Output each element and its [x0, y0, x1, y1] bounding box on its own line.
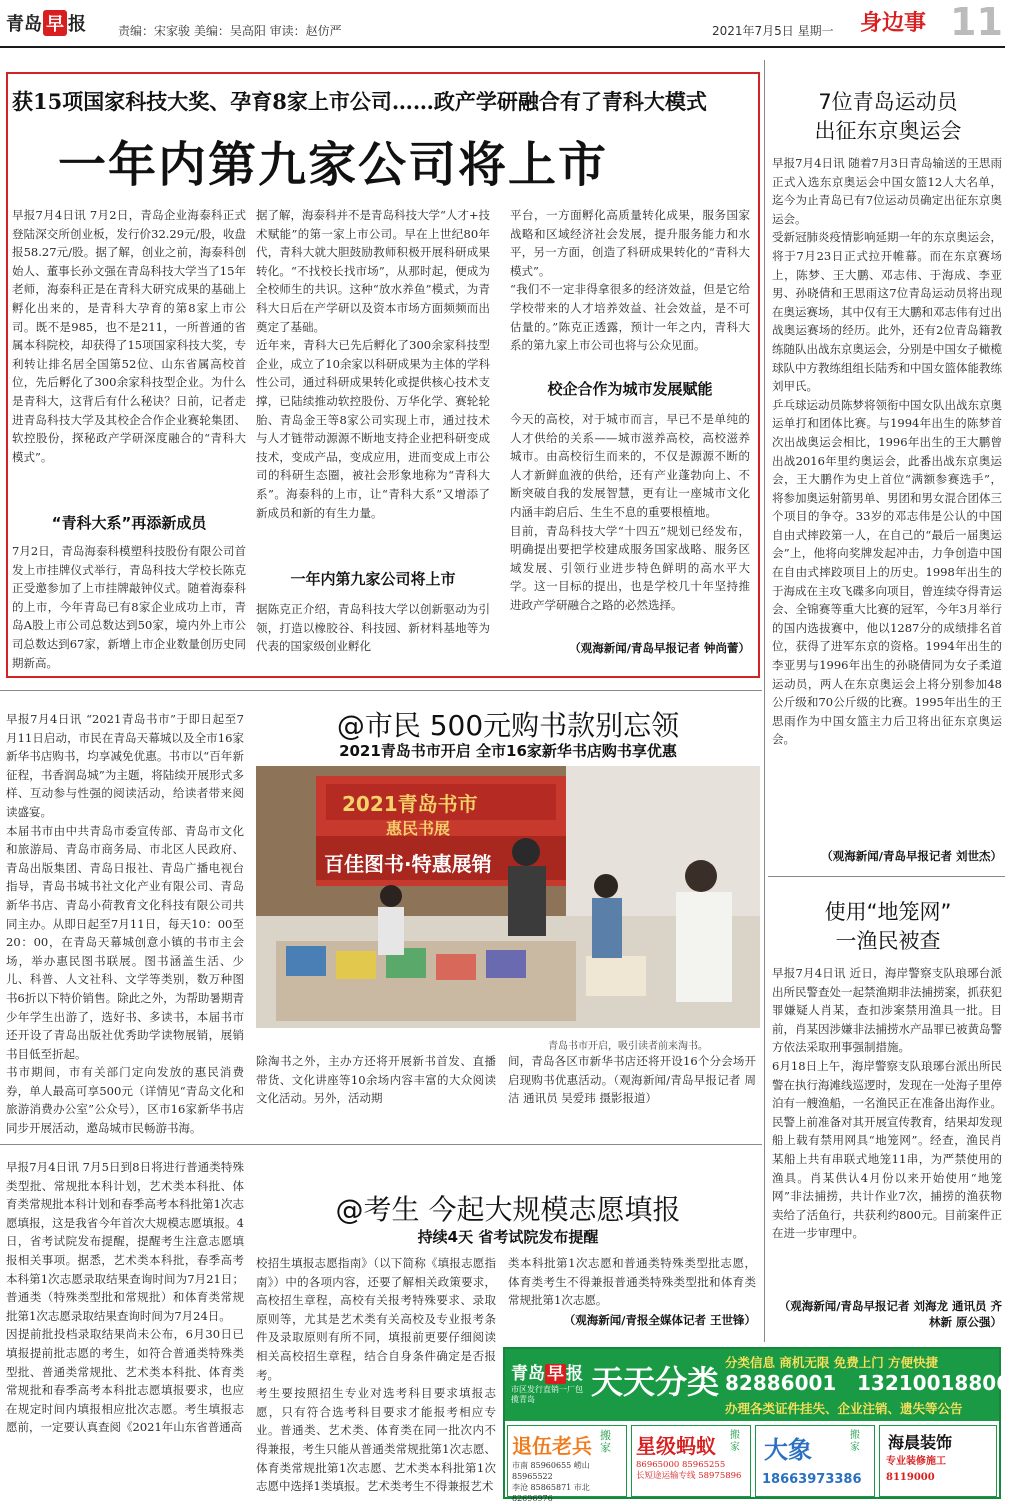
lead-subhead-2: 一年内第九家公司将上市	[290, 570, 456, 588]
olympics-body: 早报7月4日讯 随着7月3日青岛输送的王思雨正式入选东京奥运会中国女篮12人大名单，迄今为止青岛已有7位运动员确定出征东京奥运会。 受新冠肺炎疫情影响延期一年的东京奥运会，将于7月23日正式拉开帷幕。而在东京赛场上，陈梦、王大鹏、邓志伟、于海成、李亚男、孙晓倩和王思雨这7位青岛运动员将出现在奥运赛场，其中仅有王大鹏和邓志伟有过出战奥运赛场的经历。此外，还有2位青岛籍教练随队出战东京奥运会，分别是中国女子橄榄球队中方教练组组长陆秀和中国女篮体能教练刘甲氏。 乒乓球运动员陈梦将领衔中国女队出战东京奥运单打和团体比赛。与1994年出生的陈梦首次出战奥运会相比，1996年出生的王大鹏曾出战2016年里约奥运会，此番出战东京奥运会，王大鹏作为史上首位“满额参赛选手”，将参加奥运射箭男单、男团和男女混合团体三个项目的争夺。33岁的邓志伟是公认的中国自由式摔跤第一人，在自己的“最后一届奥运会”上，他将向奖牌发起冲击，力争创造中国在自由式摔跤项目上的历史。1998年出生的于海成在主攻飞碟多向项目，曾连续夺得青运会、全锦赛等重大比赛的冠军，今年3月举行的国内选拔赛中，他以1287分的成绩排名首位，获得了进军东京的资格。1994年出生的李亚男与1996年出生的孙晓倩同为女子柔道运动员，两人在东京奥运会上将分别参加48公斤级和70公斤级的比赛。1995年出生的王思雨作为中国女篮主力后卫将出征东京奥运会。	[772, 156, 1002, 747]
lead-kicker: 获15项国家科技大奖、孕育8家上市公司……政产学研融合有了青科大模式	[12, 89, 707, 114]
column-rule	[764, 60, 765, 1342]
ad-brand-sub: 市区发行直销一厂包揽青岛	[511, 1385, 583, 1404]
ad-box-4	[879, 1425, 997, 1497]
olympics-title-2: 出征东京奥运会	[814, 119, 962, 143]
ad-box-3-lines: 18663973386	[762, 1472, 862, 1487]
classified-ad	[503, 1347, 1010, 1503]
paper-name-suffix: 报	[68, 14, 86, 35]
exam-column-2: 校招生填报志愿指南》（以下简称《填报志愿指南》）中的各项内容，还要了解相关政策要求，高校招生章程，高校有关报考特殊要求、录取原则等，尤其是艺术类有关高校及专业报考条件及录取原则有所不同，填报前更要仔细阅读相关高校招生章程，结合自身条件确定是否报考。 考生要按照招生专业对选考科目要求填报志愿，只有符合选考科目要求才能报考相应专业。普通类、艺术类、体育类在同一批次内不得兼报，考生只能从普通类常规批第1次志愿、体育类常规批第1次志愿、艺术类本科批第1次志愿中选择1类填报。艺术类考生不得兼报艺术	[256, 1256, 496, 1494]
ad-brand-suffix: 报	[566, 1364, 583, 1384]
lead-column-2: 据了解，海泰科并不是青岛科技大学“人才+技术赋能”的第一家上市公司。早在上世纪80年代，青科大就大胆鼓励教师积极开展科研成果转化。“不找校长找市场”，从那时起，便成为全校师生的共识。这种“放水养鱼”模式，为青科大日后在产学研以及资本市场方面频频而出奠定了基础。 近年来，青科大已先后孵化了300余家科技型企业，成立了10余家以科研成果为主体的学科性公司，通过科研成果转化或提供核心技术支撑，已陆续推动软控股份、万华化学、赛轮轮胎、青岛金王等8家公司实现上市，通过技术与人才链带动源源不断地支持企业把科研变成技术，变成产品，变成应用，进而变成上市公司的科研生态圈，被社会形象地称为“青科大系”。海泰科的上市，让“青科大系”又增添了新成员和新的有生力量。	[256, 208, 491, 520]
exam-column-1: 早报7月4日讯 7月5日到8日将进行普通类特殊类型批、常规批本科计划，艺术类本科批、体育类常规批本科计划和春季高考本科批第1次志愿填报，这是我省今年首次大规模志愿填报。4日，省考试院发布提醒，提醒考生注意志愿填报相关事项。据悉，艺术类本科批，春季高考本科第1次志愿录取结果查询时间为7月21日；普通类（特殊类型批和常规批）和体育类常规批第1次志愿录取结果查询时间为7月24日。 因提前批投档录取结果尚未公布，6月30日已填报提前批志愿的考生，如符合普通类特殊类型批、普通类常规批、艺术类本科批、体育类常规批和春季高考本科批志愿填报要求，也应在规定时间内填报相应批次志愿。考生填报志愿前，一定要认真查阅《2021年山东省普通高	[6, 1160, 244, 1435]
paper-logo	[6, 10, 86, 36]
ad-box-2	[631, 1425, 751, 1497]
ad-phone-2: 13210018806	[857, 1371, 1010, 1395]
ad-box-1-lines: 市南 85960655 崂山 85965522 李沧 85865871 市北 82696976	[512, 1461, 590, 1503]
books-column-3: 间，青岛各区市新华书店还将开设16个分会场开启现购书优惠活动。（观海新闻/青岛早报记者 周洁 通讯员 吴爱玮 摄影报道）	[508, 1054, 756, 1106]
books-subtitle: 2021青岛书市开启 全市16家新华书店购书享优惠	[339, 742, 677, 760]
divider	[0, 1144, 762, 1145]
paper-name: 青岛	[6, 14, 42, 35]
ad-brand	[511, 1359, 583, 1384]
ad-box-2-lines: 86965000 85965255 长短途运输专线 58975896	[636, 1460, 742, 1481]
lead-column-1b: 7月2日，青岛海泰科模塑科技股份有限公司首发上市挂牌仪式举行，青岛科技大学校长陈克正受邀参加了上市挂牌敲钟仪式。随着海泰科的上市，今年青岛已有8家企业成功上市，青岛A股上市公司总数达到50家，境内外上市公司总数达到67家，新增上市企业数量创历史同期新高。	[12, 544, 246, 670]
books-column-1: 早报7月4日讯 “2021青岛书市”于即日起至7月11日启动，市民在青岛天幕城以及全市16家新华书店购书，均享减免优惠。书市以“百年新征程，书香润岛城”为主题，将陆续开展形式多样、互动参与性强的阅读活动，给读者带来阅读盛宴。 本届书市由中共青岛市委宣传部、青岛市文化和旅游局、青岛市商务局、市北区人民政府、青岛出版集团、青岛日报社、青岛广播电视台指导，青岛书城书社文化产业有限公司、青岛新华书店、青岛小荷教育文化科技有限公司共同主办。从即日起至7月11日，每天10：00至20：00，在青岛天幕城创意小镇的书市主会场，举办惠民图书联展。图书涵盖生活、少儿、科普、人文社科、文学等类别，数万种图书6折以下特价销售。除此之外，为帮助暑期青少年学生出游了，选好书、多读书，本届书市还开设了青岛出版社优秀助学读物展销，展销书目低至折起。 书市期间，市有关部门定向发放的惠民消费券，单人最高可享500元（详情见“青岛文化和旅游消费办公室”公众号），区市16家新华书店同步开展活动，邀岛城市民畅游书海。	[6, 712, 244, 1136]
divider	[0, 690, 762, 691]
ad-tags: 分类信息 商机无限 免费上门 方便快捷	[725, 1355, 939, 1370]
ad-box-4-title: 海晨装饰	[888, 1433, 953, 1452]
ad-box-2-tag: 搬家	[730, 1430, 740, 1453]
editors-credit: 责编：宋家骏 美编：吴高阳 审读：赵仿严	[118, 24, 342, 38]
ad-box-2-title: 星级蚂蚁	[636, 1434, 716, 1458]
ad-box-1	[507, 1425, 627, 1503]
section-title: 身边事	[860, 11, 927, 36]
olympics-byline: （观海新闻/青岛早报记者 刘世杰）	[821, 849, 1002, 863]
exam-column-3: 类本科批第1次志愿和普通类特殊类型批志愿，体育类考生不得兼报普通类特殊类型批和体育类常规批第1次志愿。	[508, 1256, 756, 1308]
lead-byline: （观海新闻/青岛早报记者 钟尚蕾）	[569, 641, 750, 655]
exam-subtitle: 持续4天 省考试院发布提醒	[417, 1228, 599, 1246]
bookfair-photo-illustration	[256, 766, 760, 1028]
ad-box-1-title: 退伍老兵	[512, 1434, 592, 1458]
ad-box-1-tag: 搬家	[600, 1429, 611, 1454]
books-column-2: 除淘书之外，主办方还将开展新书首发、直播带货、文化讲座等10余场内容丰富的大众阅读文化活动。另外，活动期	[256, 1054, 496, 1106]
exam-byline: （观海新闻/青报全媒体记者 王世锋）	[563, 1313, 756, 1327]
photo-banner-promo: 百佳图书·特惠展销	[324, 852, 492, 876]
divider	[768, 876, 1005, 877]
fishing-body: 早报7月4日讯 近日，海岸警察支队琅琊台派出所民警查处一起禁渔期非法捕捞案，抓获犯罪嫌疑人肖某，查扣涉案禁用渔具一批。目前，肖某因涉嫌非法捕捞水产品罪已被黄岛警方依法采取刑事强制措施。 6月18日上午，海岸警察支队琅琊台派出所民警在执行海滩线巡逻时，发现在一处海子里停泊有一艘渔船，一名渔民正在准备出海作业。民警上前准备对其开展宣传教育，结果却发现船上载有禁用网具“地笼网”。经查，渔民肖某船上共有串联式地笼11串，为严禁使用的渔具。肖某供认4月份以来开始使用“地笼网”非法捕捞，共计作业7次，捕捞的渔获物卖给了活鱼行，共获利约800元。目前案件正在进一步审理中。	[772, 966, 1002, 1241]
olympics-title-1: 7位青岛运动员	[818, 90, 958, 114]
lead-column-2b: 据陈克正介绍，青岛科技大学以创新驱动为引领，打造以橡胶谷、科技园、新材料基地等为代表的国家级创业孵化	[256, 602, 490, 654]
lead-column-1: 早报7月4日讯 7月2日，青岛企业海泰科正式登陆深交所创业板，发行价32.29元/股，收盘报58.27元/股。据了解，创业之前，海泰科创始人、董事长孙文强在青岛科技大学当了15年老师，海泰科正是在青科大研究成果的基础上孵化出来的，是青科大孕育的第8家上市公司。既不是985，也不是211，一所普通的省属本科院校，却获得了15项国家科技大奖，专利转让排名居全国第52位、山东省属高校首位，先后孵化了300余家科技型企业。为什么是青科大，这背后有什么秘诀？日前，记者走进青岛科技大学及其校企合作企业赛轮集团、软控股份，探秘政产学研深度融合的“青科大模式”。	[12, 208, 246, 464]
fishing-byline: （观海新闻/青岛早报记者 刘海龙 通讯员 齐林新 原公强）	[778, 1299, 1002, 1329]
photo-caption: 青岛书市开启，吸引读者前来淘书。	[548, 1041, 708, 1052]
bookfair-photo	[256, 766, 760, 1028]
exam-title: @考生 今起大规模志愿填报	[335, 1193, 681, 1226]
page-number: 11	[950, 0, 1003, 44]
photo-banner-sub: 惠民书展	[386, 819, 451, 838]
lead-column-3b: 今天的高校，对于城市而言，早已不是单纯的人才供给的关系——城市滋养高校，高校滋养城市。由高校衍生而来的，不仅是源源不断的人才新鲜血液的供给，还有产业蓬勃向上、不断突破自我的发展智慧，更有让一座城市文化内涵丰韵启后、生生不息的重要根植地。 目前，青岛科技大学“十四五”规划已经发布，明确提出要把学校建成服务国家战略、服务区域发展、引领行业进步特色鲜明的高水平大学。这一目标的提出，也是学校几十年坚持推进政产学研融合之路的必然选择。	[510, 412, 750, 612]
ad-box-3-tag: 搬家	[850, 1430, 860, 1453]
lead-column-3: 平台，一方面孵化高质量转化成果，服务国家战略和区域经济社会发展，提升服务能力和水平，另一方面，创造了科研成果转化的“青科大模式”。 “我们不一定非得拿很多的经济效益，但是它给学校带来的人才培养效益、社会效益，是不可估量的。”陈克正透露，预计一年之内，青科大系的第九家上市公司也将与公众见面。	[510, 208, 750, 353]
lead-subhead-3: 校企合作为城市发展赋能	[547, 380, 713, 398]
fishing-title-1: 使用“地笼网”	[824, 900, 952, 924]
books-title: @市民 500元购书款别忘领	[336, 709, 680, 742]
paper-name-badge: 早	[43, 10, 67, 36]
ad-box-3	[755, 1425, 875, 1497]
ad-brand-name: 青岛	[511, 1364, 545, 1384]
ad-service: 办理各类证件挂失、企业注销、遗失等公告	[725, 1401, 963, 1416]
photo-banner-title: 2021青岛书市	[342, 792, 478, 816]
ad-box-4-lines: 专业装修施工 8119000	[886, 1456, 946, 1483]
ad-title: 天天分类	[591, 1363, 720, 1401]
lead-subhead-1: “青科大系”再添新成员	[51, 514, 207, 532]
lead-headline: 一年内第九家公司将上市	[58, 137, 609, 193]
fishing-title-2: 一渔民被查	[835, 929, 941, 953]
ad-box-3-title: 大象	[764, 1436, 812, 1464]
ad-brand-badge: 早	[547, 1364, 564, 1384]
issue-date: 2021年7月5日 星期一	[712, 24, 834, 38]
ad-phone-1: 82886001	[725, 1371, 837, 1395]
